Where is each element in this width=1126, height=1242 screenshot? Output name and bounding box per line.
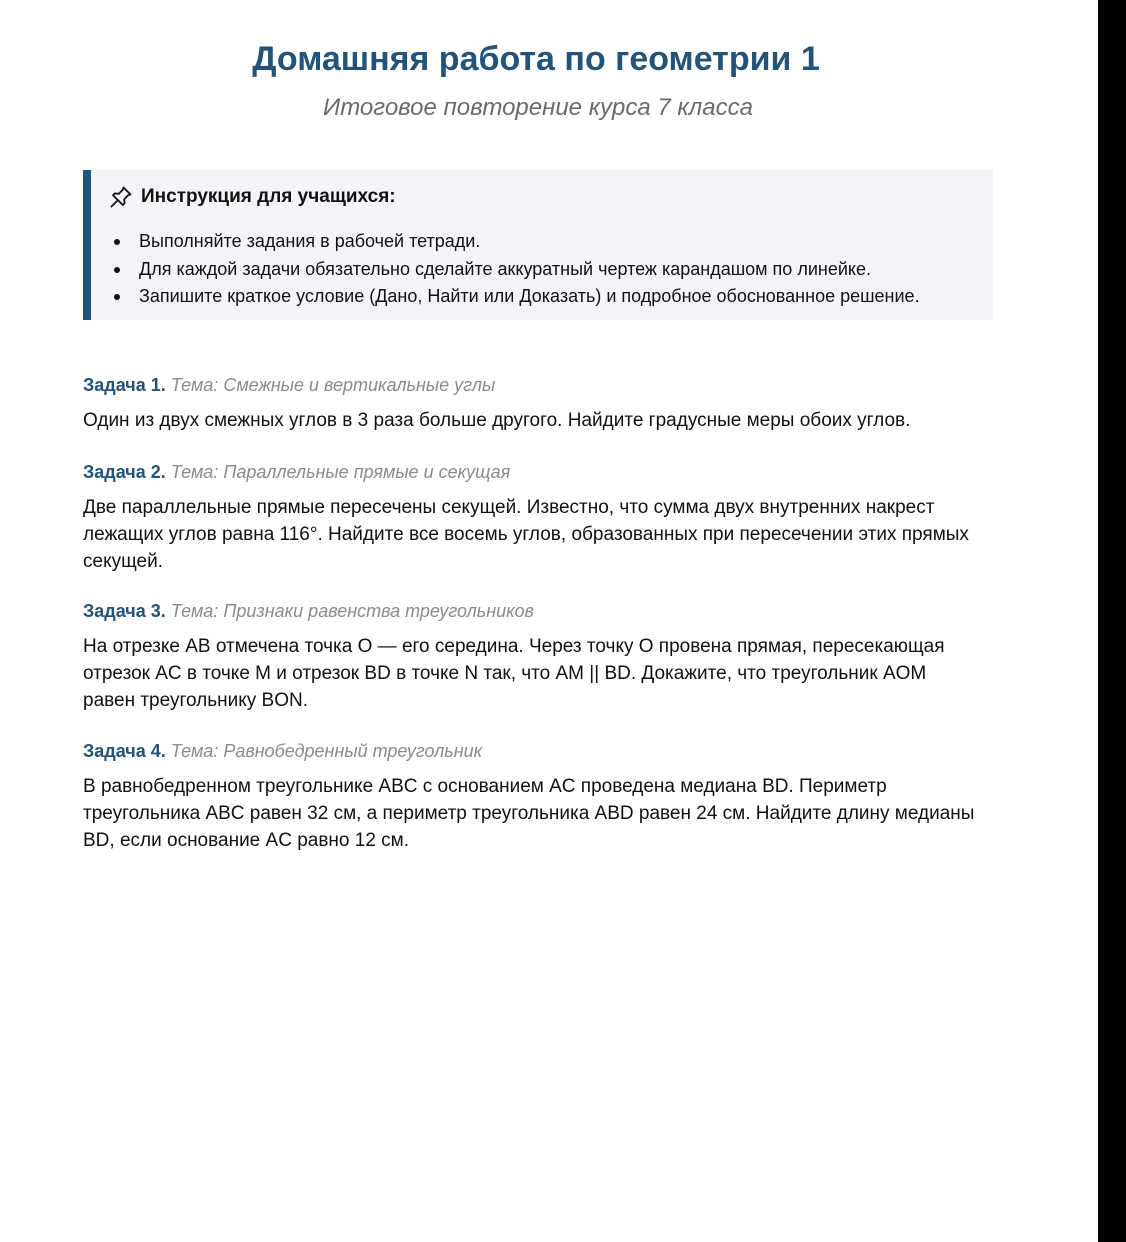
task-topic: Тема: Равнобедренный треугольник xyxy=(170,741,483,761)
page-title: Домашняя работа по геометрии 1 xyxy=(252,40,820,78)
task-heading xyxy=(83,739,1013,763)
task-number: Задача 3. xyxy=(83,601,166,621)
task-heading xyxy=(83,460,1013,484)
task-4 xyxy=(83,739,1013,854)
instruction-item: Для каждой задачи обязательно сделайте аккуратный чертеж карандашом по линейке. xyxy=(91,256,920,284)
instructions-heading-row xyxy=(109,185,396,209)
task-number: Задача 4. xyxy=(83,741,166,761)
task-heading xyxy=(83,599,1013,623)
task-3 xyxy=(83,599,1013,714)
instructions-list xyxy=(91,228,920,311)
task-number: Задача 2. xyxy=(83,462,166,482)
task-topic: Тема: Признаки равенства треугольников xyxy=(170,601,535,621)
task-text: На отрезке AB отмечена точка O — его середина. Через точку O провена прямая, пересекающая отрезок AC в точке M и отрезок BD в точке N так, что AM || BD. Докажите, что треугольник AOM равен треугольнику BON. xyxy=(83,636,945,711)
task-topic: Тема: Параллельные прямые и секущая xyxy=(170,462,511,482)
instruction-item: Выполняйте задания в рабочей тетради. xyxy=(91,228,920,256)
task-text: В равнобедренном треугольнике ABC с основанием AC проведена медиана BD. Периметр треугольника ABC равен 32 см, а периметр треугольника ABD равен 24 см. Найдите длину медианы BD, если основание AC равно 12 см. xyxy=(83,776,975,851)
instructions-box xyxy=(83,170,993,320)
window-edge-bar xyxy=(1098,0,1126,1242)
page-subtitle: Итоговое повторение курса 7 класса xyxy=(323,94,753,121)
task-topic: Тема: Смежные и вертикальные углы xyxy=(170,375,496,395)
task-number: Задача 1. xyxy=(83,375,166,395)
pushpin-icon xyxy=(109,185,133,209)
instructions-heading: Инструкция для учащихся: xyxy=(141,186,396,207)
task-text: Один из двух смежных углов в 3 раза больше другого. Найдите градусные меры обоих углов. xyxy=(83,410,911,431)
task-2 xyxy=(83,460,1013,575)
task-heading xyxy=(83,373,1013,397)
task-1 xyxy=(83,373,1013,434)
task-text: Две параллельные прямые пересечены секущей. Известно, что сумма двух внутренних накрест лежащих углов равна 116°. Найдите все восемь углов, образованных при пересечении этих прямых секущей. xyxy=(83,497,969,572)
instruction-item: Запишите краткое условие (Дано, Найти или Доказать) и подробное обоснованное решение. xyxy=(91,283,920,311)
